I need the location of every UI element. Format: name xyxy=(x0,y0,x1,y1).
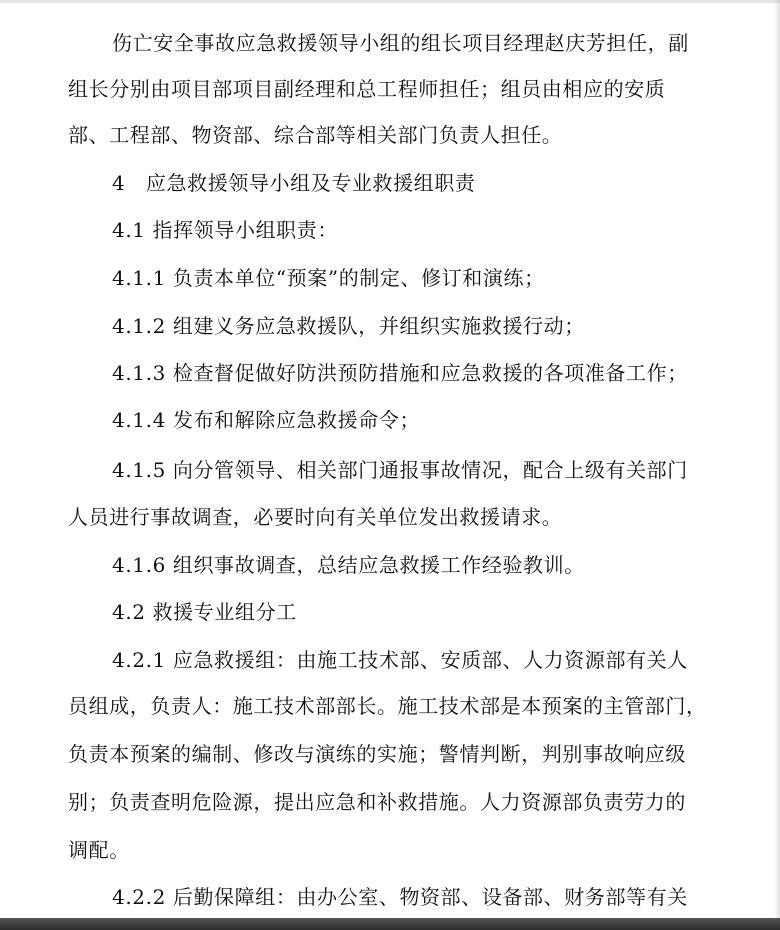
list-item: 4.1.2 组建义务应急救援队，并组织实施救援行动； xyxy=(112,314,585,338)
text-line: 调配。 xyxy=(68,838,130,862)
list-item: 4.1.5 向分管领导、相关部门通报事故情况，配合上级有关部门 xyxy=(112,458,688,482)
list-item: 4.1.3 检查督促做好防洪预防措施和应急救援的各项准备工作； xyxy=(112,361,688,385)
text-line: 组长分别由项目部项目副经理和总工程师担任；组员由相应的安质 xyxy=(68,77,666,101)
text-line: 部、工程部、物资部、综合部等相关部门负责人担任。 xyxy=(68,123,563,147)
section-heading: 4 应急救援领导小组及专业救援组职责 xyxy=(112,171,476,195)
list-item: 4.1.1 负责本单位“预案”的制定、修订和演练； xyxy=(112,266,545,290)
list-item: 4.2.1 应急救援组：由施工技术部、安质部、人力资源部有关人 xyxy=(112,648,688,672)
page-edge-shadow xyxy=(774,0,780,918)
subsection-heading: 4.2 救援专业组分工 xyxy=(112,600,297,624)
text-line: 员组成，负责人：施工技术部部长。施工技术部是本预案的主管部门， xyxy=(68,694,707,718)
viewer-bottom-bar xyxy=(0,918,780,930)
page-top-edge xyxy=(0,0,780,3)
text-line: 人员进行事故调查，必要时向有关单位发出救援请求。 xyxy=(68,505,563,529)
text-line: 别；负责查明危险源，提出应急和补救措施。人力资源部负责劳力的 xyxy=(68,790,686,814)
list-item: 4.1.6 组织事故调查，总结应急救援工作经验教训。 xyxy=(112,553,585,577)
text-line: 伤亡安全事故应急救援领导小组的组长项目经理赵庆芳担任，副 xyxy=(112,31,689,55)
text-line: 负责本预案的编制、修改与演练的实施；警情判断，判别事故响应级 xyxy=(68,742,686,766)
list-item: 4.1.4 发布和解除应急救援命令； xyxy=(112,408,421,432)
subsection-heading: 4.1 指挥领导小组职责： xyxy=(112,218,338,242)
list-item: 4.2.2 后勤保障组：由办公室、物资部、设备部、财务部等有关 xyxy=(112,885,688,909)
